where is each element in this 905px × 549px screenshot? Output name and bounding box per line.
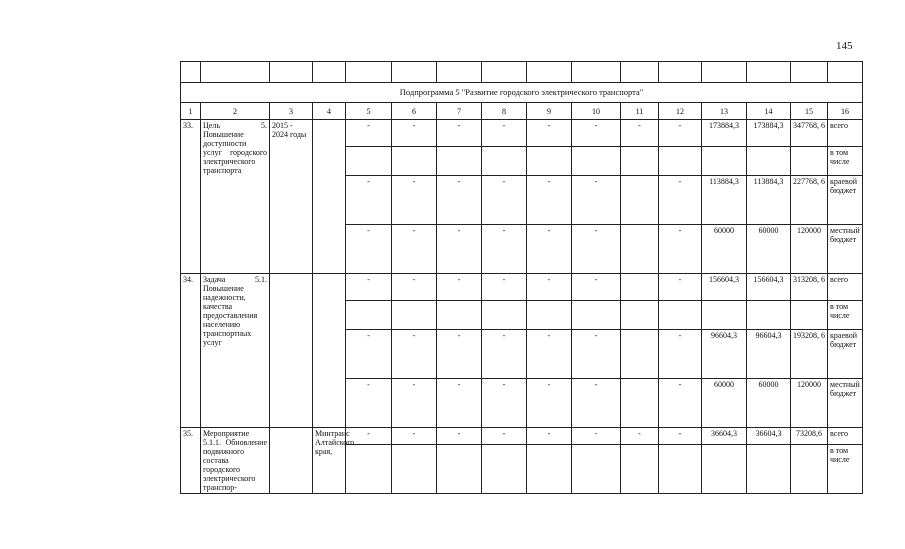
cell-value [621,225,659,274]
cell-value: 173884,3 [702,120,747,147]
cell-value: - [527,428,572,445]
cell-value: - [392,274,437,301]
row-name: Задача 5.1. Повышение надежности, качества предоставления населению транспортных услуг [201,274,270,428]
cell-value: 113884,3 [747,176,791,225]
row-period [270,274,313,428]
cell-value: - [659,120,702,147]
cell-value [621,330,659,379]
funding-source: всего [828,274,863,301]
cell-value [621,176,659,225]
cell-value: - [482,330,527,379]
column-number: 5 [346,103,392,120]
cell-value: 96604,3 [747,330,791,379]
cell-value: - [392,120,437,147]
column-number: 2 [201,103,270,120]
cell-value: - [572,176,621,225]
cell-value: - [659,225,702,274]
row-number: 34. [181,274,201,428]
column-number: 15 [791,103,828,120]
column-number-row [181,103,863,120]
cell-value: - [346,225,392,274]
cell-value: - [437,274,482,301]
row-period [270,428,313,494]
cell-value: - [527,176,572,225]
cell-value: - [392,225,437,274]
row-number: 35. [181,428,201,494]
cell-value: - [572,274,621,301]
column-number: 11 [621,103,659,120]
cell-value: - [392,379,437,428]
cell-value: 156604,3 [702,274,747,301]
cell-value: - [346,176,392,225]
funding-source: в том числе [828,301,863,330]
cell-value: - [527,330,572,379]
blank-header-row [181,62,863,83]
cell-value: - [482,225,527,274]
column-number: 3 [270,103,313,120]
column-number: 8 [482,103,527,120]
cell-value: - [527,120,572,147]
cell-value: - [527,274,572,301]
page-number: 145 [836,40,853,52]
cell-value: 73208,6 [791,428,828,445]
cell-value: 120000 [791,379,828,428]
cell-value: - [346,274,392,301]
cell-value: 173884,3 [747,120,791,147]
cell-value: - [346,428,392,445]
funding-source: краевой бюджет [828,176,863,225]
funding-source: всего [828,120,863,147]
row-name: Цель 5. Повышение доступности услуг городского электрического транспорта [201,120,270,274]
cell-value: - [392,176,437,225]
column-number: 16 [828,103,863,120]
cell-value: 36604,3 [747,428,791,445]
column-number: 9 [527,103,572,120]
cell-value: 227768, 6 [791,176,828,225]
budget-table [180,61,863,494]
cell-value: - [346,330,392,379]
table-row [181,120,863,147]
cell-value: 113884,3 [702,176,747,225]
cell-value: 60000 [747,225,791,274]
cell-value: - [437,428,482,445]
column-number: 4 [313,103,346,120]
cell-value: - [621,428,659,445]
cell-value: - [437,330,482,379]
cell-value: - [659,428,702,445]
cell-value [621,379,659,428]
cell-value: - [346,120,392,147]
cell-value: - [482,176,527,225]
funding-source: всего [828,428,863,445]
cell-value: - [346,379,392,428]
funding-source: в том числе [828,445,863,494]
cell-value: - [482,379,527,428]
cell-value: 60000 [702,225,747,274]
cell-value: - [392,428,437,445]
funding-source: местный бюджет [828,225,863,274]
funding-source: местный бюджет [828,379,863,428]
cell-value: - [572,379,621,428]
cell-value: 96604,3 [702,330,747,379]
cell-value: - [572,330,621,379]
row-executor: Минтранс Алтайского края, [313,428,346,494]
cell-value: - [572,225,621,274]
row-period: 2015 - 2024 годы [270,120,313,274]
cell-value: - [482,274,527,301]
cell-value: - [527,225,572,274]
column-number: 12 [659,103,702,120]
funding-source: в том числе [828,147,863,176]
table-row [181,274,863,301]
row-executor [313,274,346,428]
column-number: 10 [572,103,621,120]
cell-value: - [659,176,702,225]
column-number: 13 [702,103,747,120]
row-executor [313,120,346,274]
cell-value: - [659,274,702,301]
cell-value [621,274,659,301]
cell-value: - [437,225,482,274]
cell-value: 60000 [702,379,747,428]
cell-value: - [482,120,527,147]
cell-value: - [437,176,482,225]
subprogram-row [181,83,863,103]
row-number: 33. [181,120,201,274]
column-number: 1 [181,103,201,120]
cell-value: - [392,330,437,379]
cell-value: - [621,120,659,147]
funding-source: краевой бюджет [828,330,863,379]
cell-value: 313208, 6 [791,274,828,301]
cell-value: - [437,379,482,428]
cell-value: 120000 [791,225,828,274]
row-name: Мероприятие 5.1.1. Обновление подвижного состава городского электрического транспор- [201,428,270,494]
cell-value: - [659,379,702,428]
cell-value: - [527,379,572,428]
subprogram-title: Подпрограмма 5 "Развитие городского электрического транспорта" [181,83,863,103]
cell-value: 60000 [747,379,791,428]
cell-value: 347768, 6 [791,120,828,147]
cell-value: 36604,3 [702,428,747,445]
cell-value: 193208, 6 [791,330,828,379]
column-number: 6 [392,103,437,120]
cell-value: - [572,428,621,445]
column-number: 14 [747,103,791,120]
cell-value: - [437,120,482,147]
cell-value: - [482,428,527,445]
table-row [181,428,863,445]
cell-value: - [572,120,621,147]
column-number: 7 [437,103,482,120]
cell-value: - [659,330,702,379]
cell-value: 156604,3 [747,274,791,301]
